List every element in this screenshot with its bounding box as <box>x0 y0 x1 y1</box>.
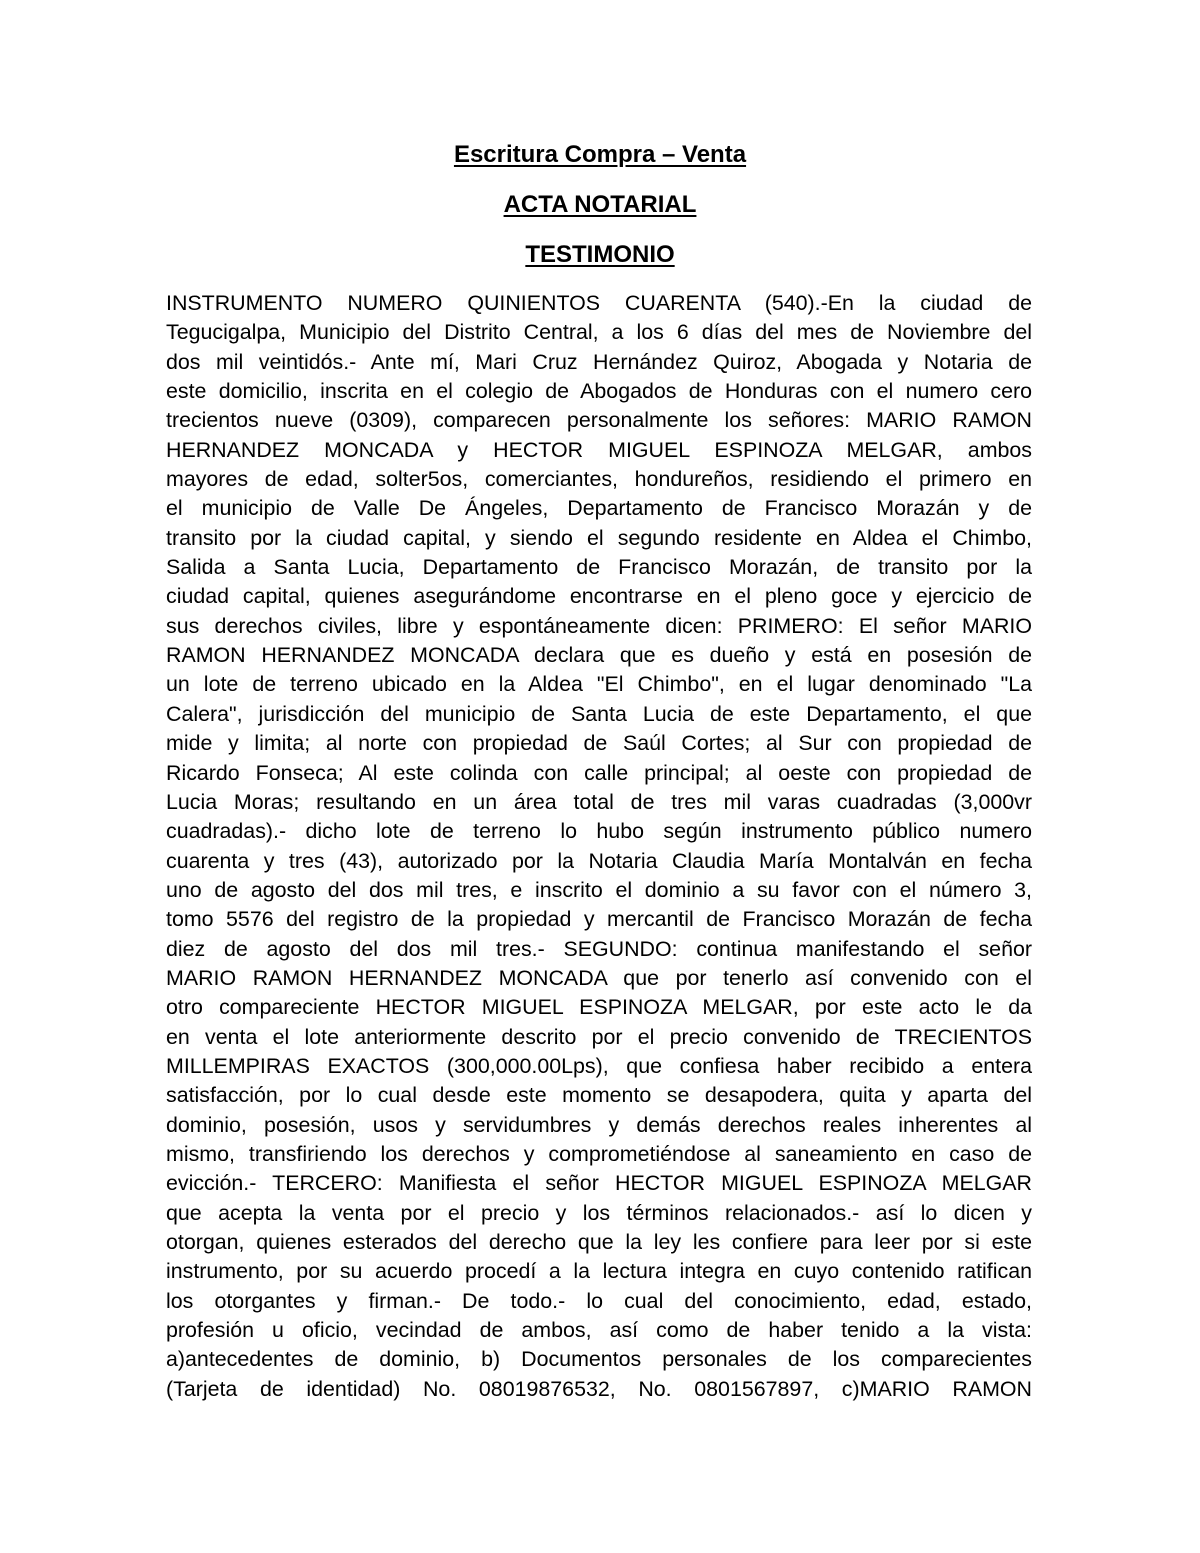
body-line: otro compareciente HECTOR MIGUEL ESPINOZA MELGAR, por este acto le da <box>166 995 1032 1020</box>
body-paragraph <box>166 289 1032 1404</box>
body-line: RAMON HERNANDEZ MONCADA declara que es dueño y está en posesión de <box>166 643 1032 668</box>
document-subtitle: ACTA NOTARIAL <box>503 191 697 218</box>
body-line: uno de agosto del dos mil tres, e inscrito el dominio a su favor con el número 3, <box>166 877 1032 902</box>
body-line: evicción.- TERCERO: Manifiesta el señor HECTOR MIGUEL ESPINOZA MELGAR <box>166 1171 1032 1196</box>
body-line: un lote de terreno ubicado en la Aldea "El Chimbo", en el lugar denominado "La <box>166 672 1032 697</box>
body-line: en venta el lote anteriormente descrito por el precio convenido de TRECIENTOS <box>166 1024 1032 1049</box>
body-line: (Tarjeta de identidad) No. 08019876532, No. 0801567897, c)MARIO RAMON <box>166 1376 1032 1401</box>
body-line: MARIO RAMON HERNANDEZ MONCADA que por tenerlo así convenido con el <box>166 965 1032 990</box>
body-line: transito por la ciudad capital, y siendo el segundo residente en Aldea el Chimbo, <box>166 525 1032 550</box>
body-line: este domicilio, inscrita en el colegio de Abogados de Honduras con el numero cero <box>166 379 1032 404</box>
body-line: sus derechos civiles, libre y espontáneamente dicen: PRIMERO: El señor MARIO <box>166 613 1032 638</box>
body-line: diez de agosto del dos mil tres.- SEGUNDO: continua manifestando el señor <box>166 936 1032 961</box>
body-line: Tegucigalpa, Municipio del Distrito Central, a los 6 días del mes de Noviembre del <box>166 320 1032 345</box>
body-line: HERNANDEZ MONCADA y HECTOR MIGUEL ESPINOZA MELGAR, ambos <box>166 437 1032 462</box>
body-line: los otorgantes y firman.- De todo.- lo cual del conocimiento, edad, estado, <box>166 1288 1032 1313</box>
body-line: dos mil veintidós.- Ante mí, Mari Cruz Hernández Quiroz, Abogada y Notaria de <box>166 349 1032 374</box>
body-line: Calera", jurisdicción del municipio de Santa Lucia de este Departamento, el que <box>166 701 1032 726</box>
body-line: el municipio de Valle De Ángeles, Departamento de Francisco Morazán y de <box>166 496 1032 521</box>
body-line: a)antecedentes de dominio, b) Documentos personales de los comparecientes <box>166 1347 1032 1372</box>
body-line: mismo, transfiriendo los derechos y comprometiéndose al saneamiento en caso de <box>166 1141 1032 1166</box>
body-line: Ricardo Fonseca; Al este colinda con calle principal; al oeste con propiedad de <box>166 760 1032 785</box>
body-line: profesión u oficio, vecindad de ambos, así como de haber tenido a la vista: <box>166 1318 1032 1343</box>
body-line: trecientos nueve (0309), comparecen personalmente los señores: MARIO RAMON <box>166 408 1032 433</box>
document-heading: TESTIMONIO <box>525 241 675 268</box>
title-block <box>0 138 1200 288</box>
body-line: mayores de edad, solter5os, comerciantes, hondureños, residiendo el primero en <box>166 467 1032 492</box>
body-line: cuadradas).- dicho lote de terreno lo hubo según instrumento público numero <box>166 819 1032 844</box>
body-line: dominio, posesión, usos y servidumbres y demás derechos reales inherentes al <box>166 1112 1032 1137</box>
body-line: MILLEMPIRAS EXACTOS (300,000.00Lps), que confiesa haber recibido a entera <box>166 1053 1032 1078</box>
document-title: Escritura Compra – Venta <box>453 141 747 168</box>
body-line: INSTRUMENTO NUMERO QUINIENTOS CUARENTA (540).-En la ciudad de <box>166 291 1032 315</box>
body-line: que acepta la venta por el precio y los términos relacionados.- así lo dicen y <box>166 1200 1032 1225</box>
body-line: instrumento, por su acuerdo procedí a la lectura integra en cuyo contenido ratifican <box>166 1259 1032 1284</box>
body-line: Salida a Santa Lucia, Departamento de Francisco Morazán, de transito por la <box>166 555 1032 580</box>
body-line: tomo 5576 del registro de la propiedad y mercantil de Francisco Morazán de fecha <box>166 907 1032 932</box>
body-line: satisfacción, por lo cual desde este momento se desapodera, quita y aparta del <box>166 1083 1032 1108</box>
body-line: otorgan, quienes esterados del derecho que la ley les confiere para leer por si este <box>166 1230 1032 1254</box>
body-line: cuarenta y tres (43), autorizado por la Notaria Claudia María Montalván en fecha <box>166 848 1032 873</box>
body-line: mide y limita; al norte con propiedad de Saúl Cortes; al Sur con propiedad de <box>166 731 1032 756</box>
body-line: Lucia Moras; resultando en un área total de tres mil varas cuadradas (3,000vr <box>166 789 1032 814</box>
body-line: ciudad capital, quienes asegurándome encontrarse en el pleno goce y ejercicio de <box>166 584 1032 609</box>
